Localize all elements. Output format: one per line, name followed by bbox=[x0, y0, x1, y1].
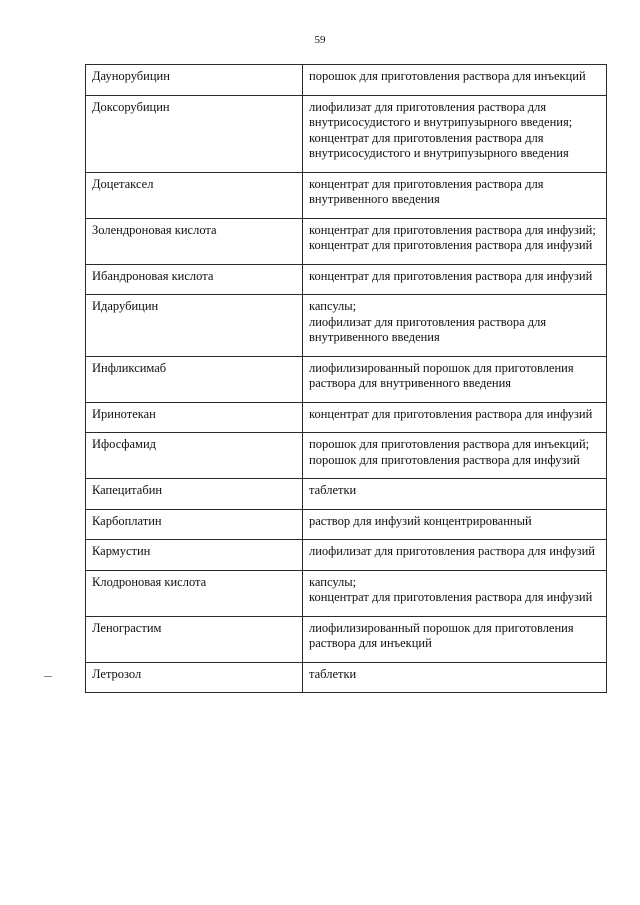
table-row bbox=[86, 509, 607, 540]
dosage-form-line: порошок для приготовления раствора для инфузий bbox=[309, 452, 580, 467]
table-row bbox=[86, 172, 607, 218]
dosage-form-line: лиофилизат для приготовления раствора для внутрисосудистого и внутрипузырного введения; концентрат для приготовления раствора для внутрисосудистого и внутрипузырного введения bbox=[309, 99, 573, 160]
dosage-form-line: порошок для приготовления раствора для инъекций; bbox=[309, 437, 590, 451]
table-row bbox=[86, 356, 607, 402]
drug-name-cell: Идарубицин bbox=[86, 295, 303, 357]
dosage-form-line: лиофилизат для приготовления раствора для инфузий bbox=[309, 544, 595, 558]
dosage-form-line: лиофилизированный порошок для приготовления раствора для инъекций bbox=[309, 620, 574, 650]
dosage-form-line: концентрат для приготовления раствора для инфузий bbox=[309, 590, 593, 604]
dosage-form-cell bbox=[303, 95, 607, 172]
dosage-form-cell bbox=[303, 616, 607, 662]
dosage-form-cell bbox=[303, 433, 607, 479]
drug-name-cell: Капецитабин bbox=[86, 479, 303, 510]
dosage-form-line: капсулы; bbox=[309, 574, 357, 589]
dosage-form-cell bbox=[303, 356, 607, 402]
table-row bbox=[86, 616, 607, 662]
dosage-form-cell bbox=[303, 172, 607, 218]
dosage-form-line: концентрат для приготовления раствора для внутривенного введения bbox=[309, 176, 544, 206]
table-row bbox=[86, 218, 607, 264]
drug-table bbox=[85, 64, 607, 693]
drug-name-cell: Золендроновая кислота bbox=[86, 218, 303, 264]
table-row bbox=[86, 264, 607, 295]
table-row bbox=[86, 479, 607, 510]
table-row bbox=[86, 570, 607, 616]
drug-name-cell: Доцетаксел bbox=[86, 172, 303, 218]
drug-name-cell: Доксорубицин bbox=[86, 95, 303, 172]
dosage-form-cell bbox=[303, 264, 607, 295]
dosage-form-cell bbox=[303, 540, 607, 571]
drug-name-cell: Ибандроновая кислота bbox=[86, 264, 303, 295]
dosage-form-line: таблетки bbox=[309, 666, 357, 681]
dosage-form-line: капсулы; bbox=[309, 299, 357, 313]
dosage-form-line: концентрат для приготовления раствора для инфузий; bbox=[309, 222, 596, 237]
dosage-form-line: лиофилизированный порошок для приготовления раствора для внутривенного введения bbox=[309, 360, 574, 390]
scan-mark bbox=[44, 676, 52, 677]
dosage-form-cell bbox=[303, 295, 607, 357]
table-row bbox=[86, 65, 607, 96]
dosage-form-cell bbox=[303, 662, 607, 693]
drug-name-cell: Карбоплатин bbox=[86, 509, 303, 540]
dosage-form-line: раствор для инфузий концентрированный bbox=[309, 513, 532, 528]
drug-name-cell: Кармустин bbox=[86, 540, 303, 571]
dosage-form-cell bbox=[303, 218, 607, 264]
dosage-form-cell bbox=[303, 65, 607, 96]
drug-name-cell: Ифосфамид bbox=[86, 433, 303, 479]
table-row bbox=[86, 540, 607, 571]
drug-name-cell: Иринотекан bbox=[86, 402, 303, 433]
drug-name-cell: Даунорубицин bbox=[86, 65, 303, 96]
table-row bbox=[86, 433, 607, 479]
table-row bbox=[86, 662, 607, 693]
dosage-form-cell bbox=[303, 509, 607, 540]
drug-name-cell: Клодроновая кислота bbox=[86, 570, 303, 616]
table-row bbox=[86, 402, 607, 433]
table-row bbox=[86, 95, 607, 172]
dosage-form-line: лиофилизат для приготовления раствора для внутривенного введения bbox=[309, 314, 547, 344]
dosage-form-cell bbox=[303, 570, 607, 616]
table-row bbox=[86, 295, 607, 357]
drug-name-cell: Инфликсимаб bbox=[86, 356, 303, 402]
dosage-form-line: концентрат для приготовления раствора для инфузий bbox=[309, 406, 593, 421]
dosage-form-line: концентрат для приготовления раствора для инфузий bbox=[309, 238, 593, 252]
drug-table-body bbox=[86, 65, 607, 693]
drug-name-cell: Летрозол bbox=[86, 662, 303, 693]
dosage-form-line: таблетки bbox=[309, 483, 357, 497]
page-number: 59 bbox=[314, 34, 326, 46]
dosage-form-cell bbox=[303, 479, 607, 510]
dosage-form-cell bbox=[303, 402, 607, 433]
drug-name-cell: Ленограстим bbox=[86, 616, 303, 662]
dosage-form-line: порошок для приготовления раствора для инъекций bbox=[309, 69, 586, 83]
dosage-form-line: концентрат для приготовления раствора для инфузий bbox=[309, 268, 593, 283]
